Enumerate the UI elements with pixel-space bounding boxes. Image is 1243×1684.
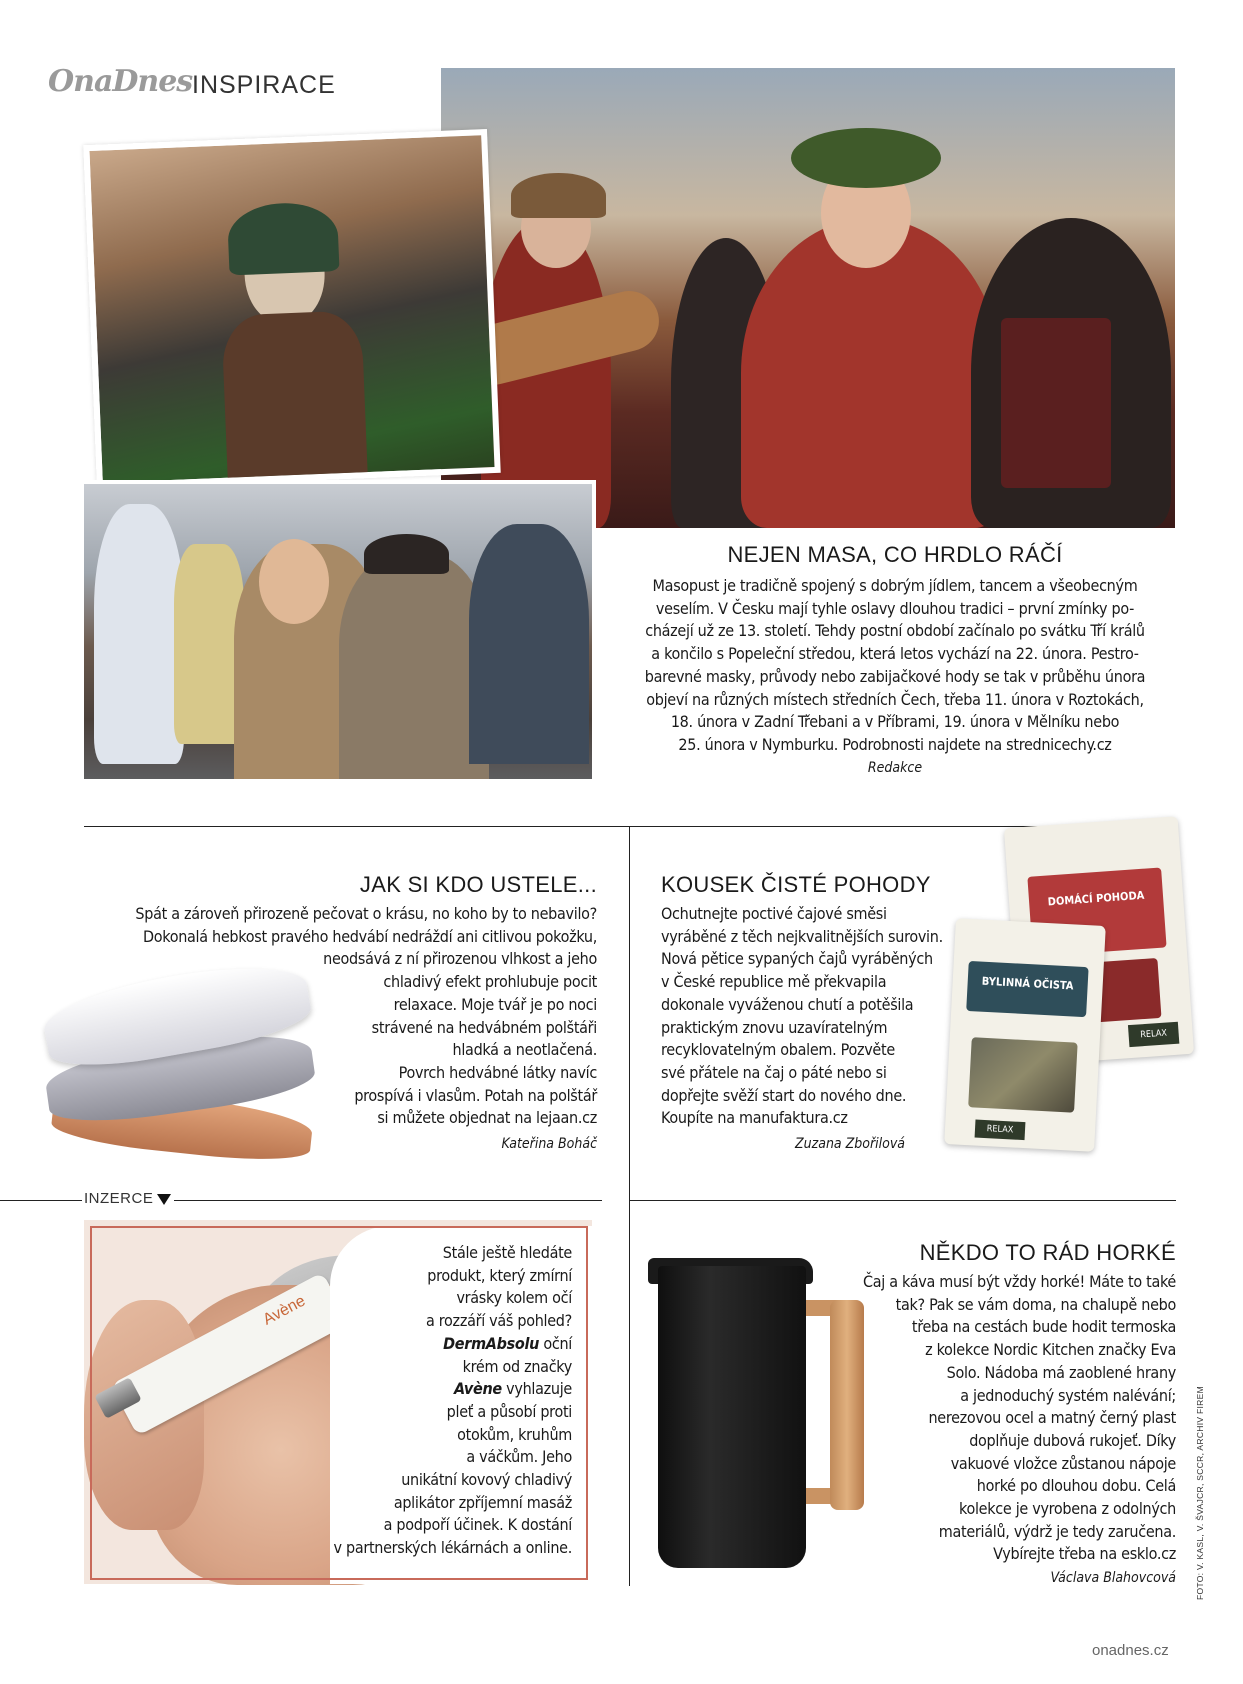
text-line: horké po dlouhou dobu. Celá — [976, 1476, 1176, 1496]
article-title-masopust: NEJEN MASA, CO HRDLO RÁČÍ — [727, 542, 1063, 567]
text-line: otokům, kruhům — [457, 1424, 572, 1444]
triangle-down-icon — [157, 1194, 171, 1205]
text-line: tak? Pak se vám doma, na chalupě nebo — [895, 1294, 1176, 1314]
text-line: prospívá i vlasům. Potah na polštář — [354, 1085, 597, 1105]
text-line: materiálů, výdrž je tedy zaručena. — [938, 1521, 1176, 1541]
text-line: recyklovatelným obalem. Pozvěte — [661, 1040, 895, 1060]
hero-photo-carnival — [441, 68, 1175, 528]
byline-masopust: Redakce — [867, 760, 923, 776]
brand-name: Avène — [453, 1379, 502, 1399]
text-line: v partnerských lékárnách a online. — [333, 1538, 572, 1558]
byline-pillow: Kateřina Boháč — [501, 1136, 597, 1152]
text-line: hladká a neotlačená. — [452, 1040, 597, 1060]
tea-bag-label: BYLINNÁ OČISTA — [981, 974, 1074, 993]
text-line: Čaj a káva musí být vždy horké! Máte to také — [862, 1272, 1176, 1291]
divider-left — [0, 1200, 82, 1201]
article-body-masopust — [615, 575, 1175, 757]
text-line: chladivý efekt prohlubuje pocit — [383, 972, 597, 992]
text-line: unikátní kovový chladivý — [401, 1470, 572, 1490]
byline-tea: Zuzana Zbořilová — [795, 1136, 906, 1152]
text-line: Masopust je tradičně spojený s dobrým jídlem, tancem a všeobecným — [652, 576, 1138, 595]
text-fragment: vyhlazuje — [501, 1379, 572, 1399]
photo-carnival-mask — [83, 129, 500, 489]
text-line: veselím. V Česku mají tyhle oslavy dlouhou tradici – první zmínky po- — [655, 598, 1135, 618]
article-title-tea: KOUSEK ČISTÉ POHODY — [661, 872, 931, 897]
divider-vertical — [629, 826, 630, 1586]
silk-pillows-image — [40, 970, 320, 1150]
text-line: neodsává z ní přirozenou vlhkost a jeho — [323, 949, 597, 969]
text-line: praktickým znovu uzavíratelným — [661, 1017, 888, 1037]
thermos-image — [658, 1266, 806, 1568]
tea-bag-label: DOMÁCÍ POHODA — [1047, 888, 1145, 909]
text-line: Koupíte na manufaktura.cz — [661, 1108, 848, 1128]
divider-right — [629, 1200, 1176, 1201]
tea-bag-relax-label: RELAX — [1128, 1022, 1179, 1047]
text-line: Spát a zároveň přirozeně pečovat o krásu, no koho by to nebavilo? — [135, 904, 597, 923]
text-line: vakuové vložce zůstanou nápoje — [950, 1453, 1176, 1473]
tea-bag-bylinna-ocista — [944, 918, 1106, 1152]
text-line: a končilo s Popeleční středou, která letos vychází na 22. února. Pestro- — [651, 644, 1139, 664]
footer-website: onadnes.cz — [1092, 1642, 1169, 1659]
text-line: Dokonalá hebkost pravého hedvábí nedráždí ani citlivou pokožku, — [142, 926, 597, 946]
text-line: dokonale vyváženou chutí a potěšila — [661, 994, 914, 1014]
text-line: a podpoří účinek. K dostání — [383, 1515, 572, 1535]
article-body-thermos — [800, 1271, 1176, 1566]
text-line: produkt, který zmírní — [427, 1265, 572, 1285]
text-line: vyráběné z těch nejkvalitnějších surovin. — [661, 926, 943, 946]
text-line: z kolekce Nordic Kitchen značky Eva — [925, 1340, 1176, 1360]
text-line: vrásky kolem očí — [456, 1288, 572, 1308]
text-line: cházejí už ze 13. století. Tehdy postní období začínalo po svátku Tří králů — [645, 621, 1145, 641]
text-line: a jednoduchý systém nalévání; — [960, 1385, 1176, 1405]
article-body-tea — [661, 903, 981, 1130]
magazine-logo: OnaDnes — [48, 64, 193, 99]
text-line: své přátele na čaj o páté nebo si — [661, 1062, 887, 1082]
text-line: nerezovou ocel a matný černý plast — [928, 1408, 1176, 1428]
byline-thermos: Václava Blahovcová — [1050, 1570, 1176, 1586]
photo-credit: FOTO: V. KASL, V. ŠVAJCR, SCCR, ARCHIV FIREM — [1195, 1386, 1205, 1600]
text-line: Stále ještě hledáte — [442, 1243, 572, 1262]
text-line: a váčkům. Jeho — [466, 1447, 572, 1467]
text-line: krém od značky — [462, 1356, 572, 1376]
text-fragment: oční — [539, 1333, 572, 1353]
text-line: objeví na různých místech středních Čech, třeba 11. února v Roztokách, — [646, 689, 1144, 709]
ad-product-brand-print: Avène — [260, 1292, 309, 1329]
advertisement-label: INZERCE — [84, 1190, 154, 1207]
text-line: 18. února v Zadní Třebani a v Příbrami, 19. února v Mělníku nebo — [670, 712, 1120, 732]
text-line: Nová pětice sypaných čajů vyráběných — [661, 949, 933, 969]
text-line: doplňuje dubová rukojeť. Díky — [969, 1430, 1176, 1450]
text-line: barevné masky, průvody nebo zabijačkové hody se tak v průběhu února — [644, 666, 1146, 686]
text-line: strávené na hedvábném polštáři — [371, 1017, 597, 1037]
text-line: relaxace. Moje tvář je po noci — [393, 994, 597, 1014]
text-line: v České republice mě překvapila — [661, 972, 887, 992]
photo-dancing-couple — [84, 480, 596, 779]
text-line: Vybírejte třeba na esklo.cz — [993, 1544, 1176, 1564]
text-line — [300, 1333, 572, 1356]
text-line — [300, 1378, 572, 1401]
text-line: a rozzáří váš pohled? — [426, 1311, 572, 1331]
article-title-thermos: NĚKDO TO RÁD HORKÉ — [919, 1240, 1176, 1265]
text-line: 25. února v Nymburku. Podrobnosti najdete na strednicechy.cz — [678, 734, 1112, 754]
ad-copy — [300, 1242, 572, 1560]
article-title-pillow: JAK SI KDO USTELE... — [359, 872, 597, 897]
text-line: aplikátor zpříjemní masáž — [393, 1492, 572, 1512]
text-line: Ochutnejte poctivé čajové směsi — [661, 904, 887, 923]
text-line: kolekce je vyrobena z odolných — [958, 1499, 1176, 1519]
text-line: dopřejte svěží start do nového dne. — [661, 1085, 907, 1105]
section-title: INSPIRACE — [192, 71, 336, 99]
tea-bag-relax-label: RELAX — [975, 1120, 1026, 1141]
advertisement-tag — [84, 1190, 171, 1207]
text-line: Povrch hedvábné látky navíc — [398, 1062, 597, 1082]
divider-ad — [174, 1200, 602, 1201]
text-line: si můžete objednat na lejaan.cz — [377, 1108, 597, 1128]
product-name: DermAbsolu — [443, 1333, 540, 1353]
text-line: pleť a působí proti — [446, 1401, 572, 1421]
text-line: třeba na cestách bude hodit termoska — [911, 1317, 1176, 1337]
text-line: Solo. Nádoba má zaoblené hrany — [946, 1362, 1176, 1382]
